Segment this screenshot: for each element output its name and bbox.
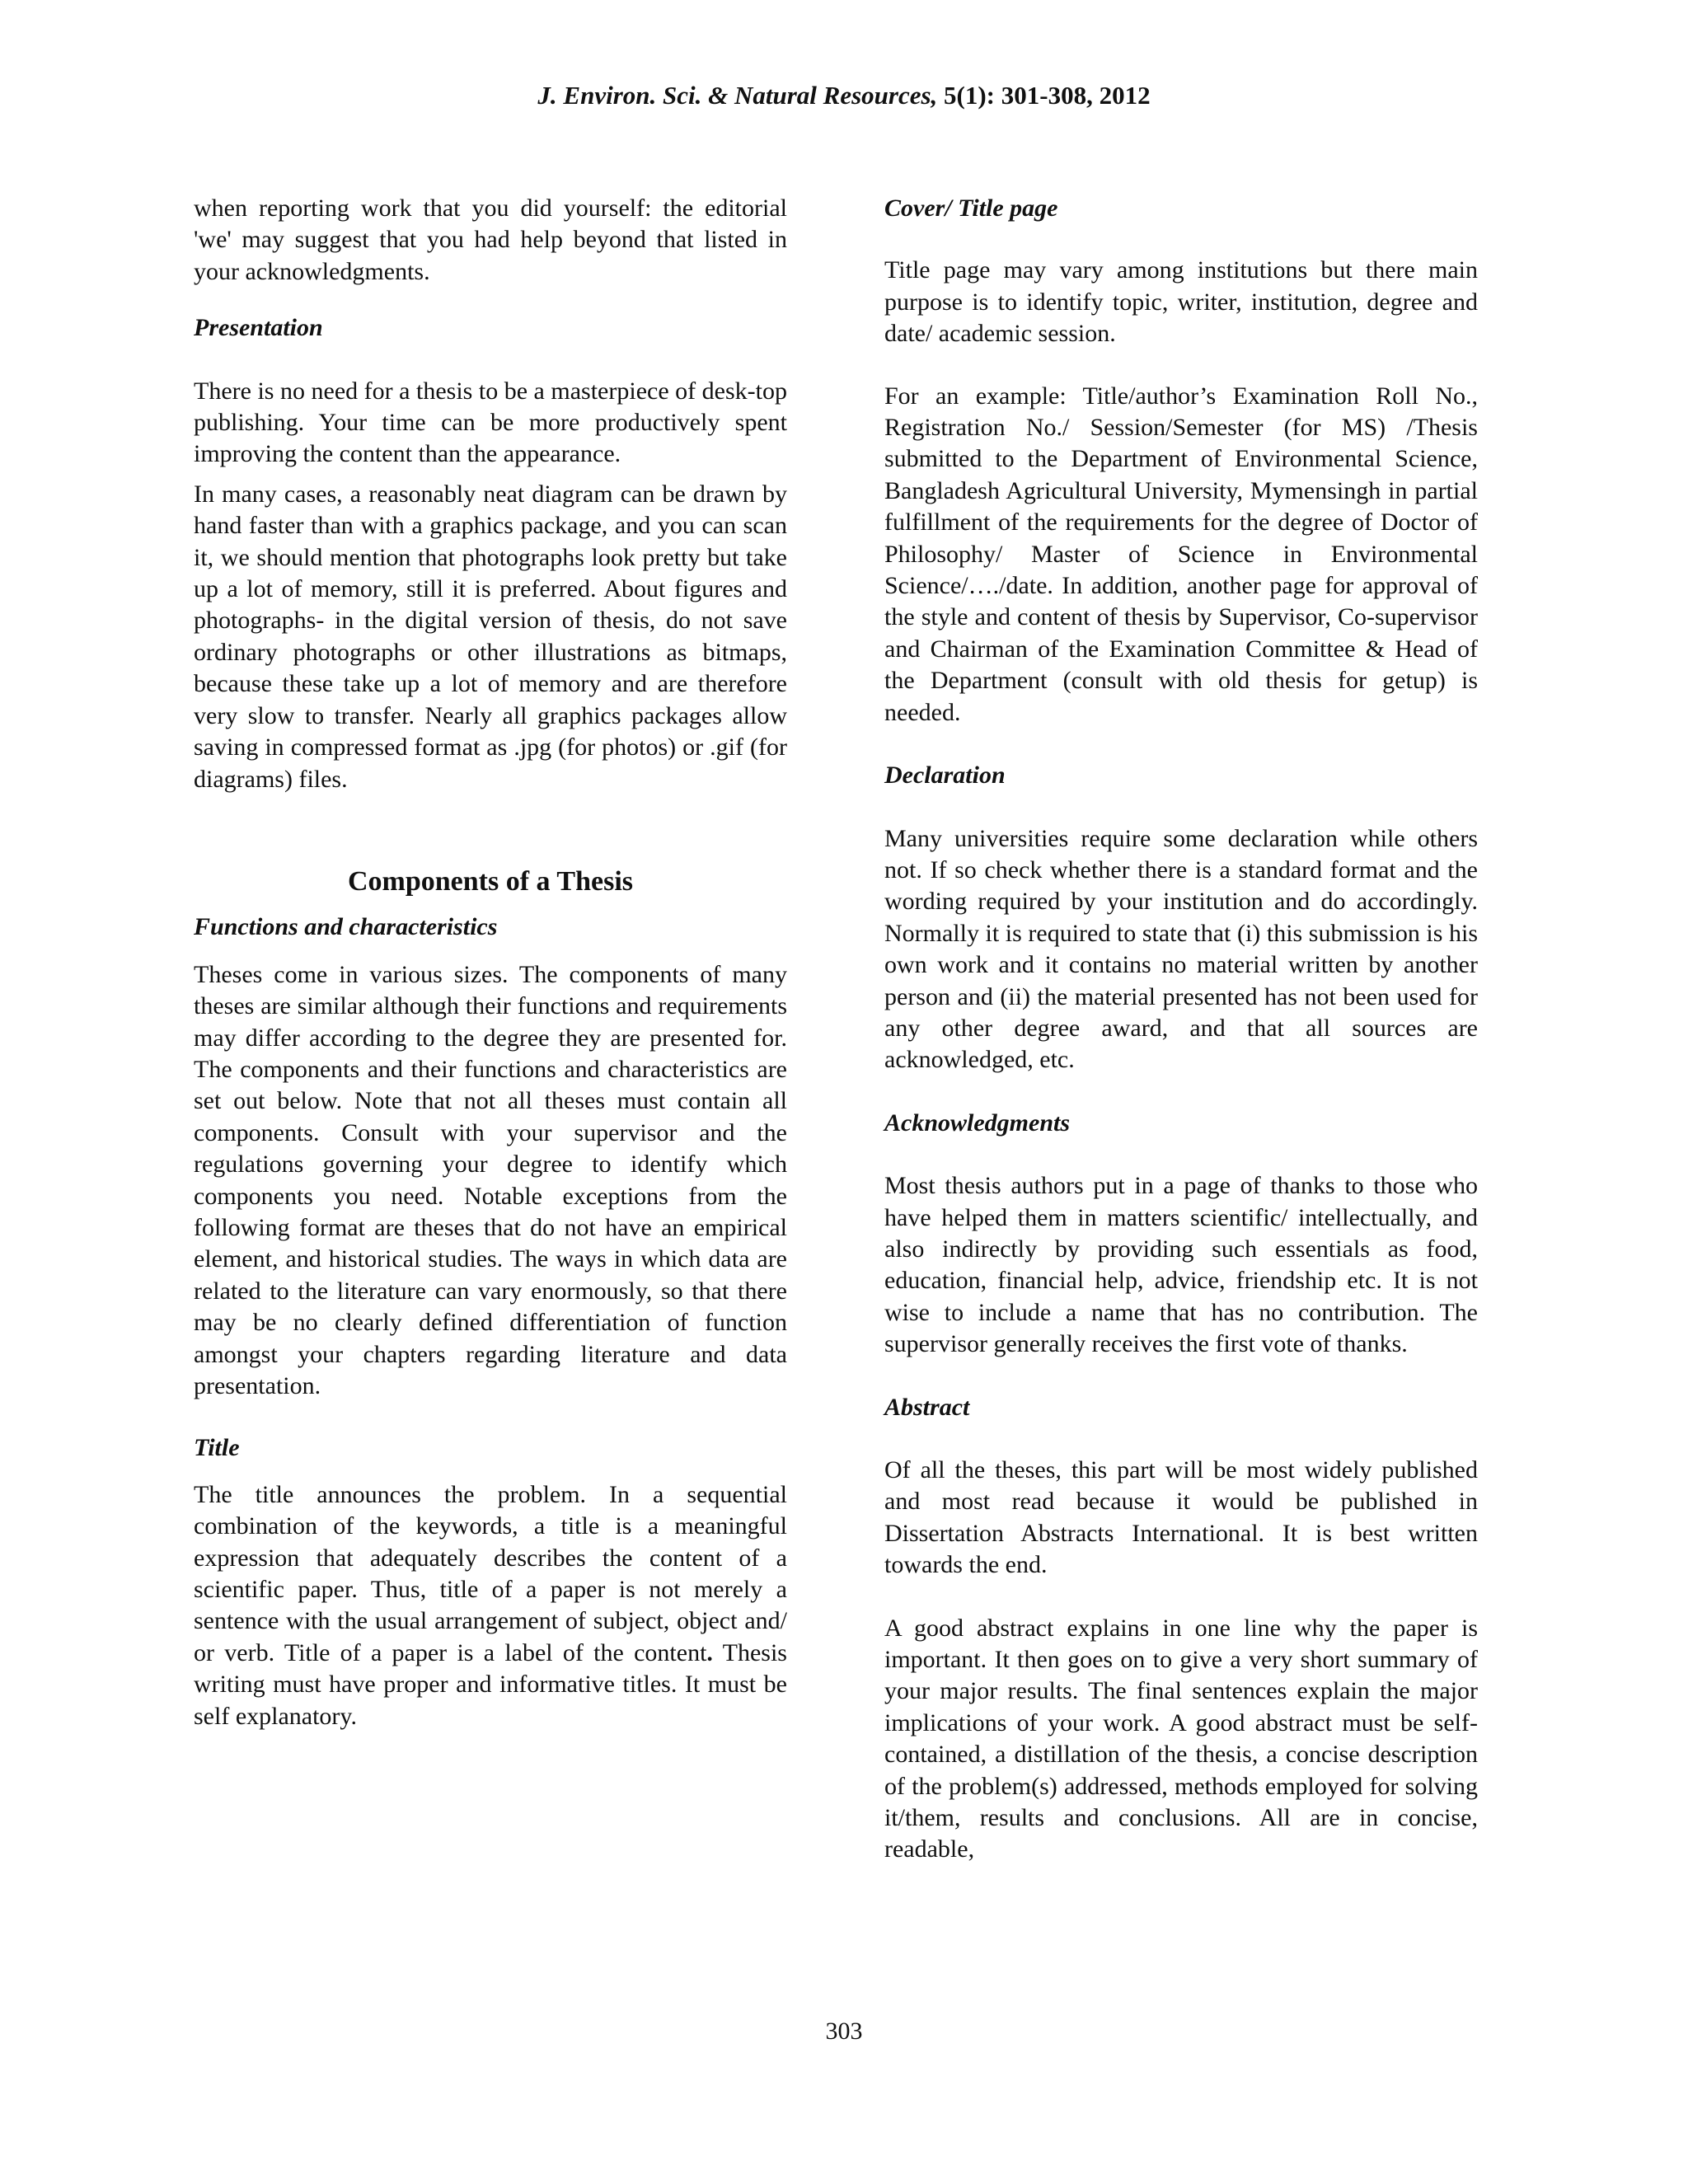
paragraph-cover-2: For an example: Title/author’s Examination Roll No., Registration No./ Session/Semester (for MS) /Thesis submitted to the Department of Environmental Science, Bangladesh Agricultural University, Mymensingh in partial fulfillment of the requirements for the degree of Doctor of Philosophy/ Master of Science in Environmental Science/…./date. In addition, another page for approval of the style and content of thesis by Supervisor, Co-supervisor and Chairman of the Examination Committee & Head of the Department (consult with old thesis for getup) is needed. bbox=[884, 382, 1478, 726]
journal-name: J. Environ. Sci. & Natural Resources, bbox=[537, 81, 938, 110]
paragraph-we: when reporting work that you did yourself: the editorial 'we' may suggest that you had help beyond that listed in your acknowledgments. bbox=[194, 194, 787, 285]
heading-title: Title bbox=[194, 1434, 240, 1462]
heading-components-of-thesis: Components of a Thesis bbox=[347, 865, 634, 897]
heading-abstract: Abstract bbox=[884, 1393, 970, 1421]
paragraph-title bbox=[194, 1479, 787, 1732]
paragraph-presentation-1: There is no need for a thesis to be a masterpiece of desk-top publishing. Your time can be more productively spent improving the content than the appearance. bbox=[194, 377, 787, 468]
heading-acknowledgments: Acknowledgments bbox=[884, 1108, 1071, 1137]
heading-declaration: Declaration bbox=[884, 762, 1006, 790]
right-column bbox=[884, 193, 1478, 1866]
paragraph-presentation-2: In many cases, a reasonably neat diagram can be drawn by hand faster than with a graphics package, and you can scan it, we should mention that photographs look pretty but take up a lot of memory, still it is preferred. About figures and photographs- in the digital version of thesis, do not save ordinary photographs or other illustrations as bitmaps, because these take up a lot of memory and are therefore very slow to transfer. Nearly all graphics packages allow saving in compressed format as .jpg (for photos) or .gif (for diagrams) files. bbox=[194, 480, 787, 793]
heading-functions: Functions and characteristics bbox=[194, 913, 498, 941]
paragraph-cover-1: Title page may vary among institutions but there main purpose is to identify topic, writer, institution, degree and date/ academic session. bbox=[884, 256, 1478, 348]
paragraph-declaration: Many universities require some declaration while others not. If so check whether there is a standard format and the wording required by your institution and do accordingly. Normally it is required to state that (i) this submission is his own work and it contains no material written by another person and (ii) the material presented has not been used for any other degree award, and that all sources are acknowledged, etc. bbox=[884, 824, 1478, 1074]
heading-cover-title-page: Cover/ Title page bbox=[884, 194, 1058, 222]
paragraph-abstract-2: A good abstract explains in one line why the paper is important. It then goes on to give a very short summary of your major results. The final sentences explain the major implications of your work. A good abstract must be self-contained, a distillation of the thesis, a concise description of the problem(s) addressed, methods employed for solving it/them, results and conclusions. All are in concise, readable, bbox=[884, 1614, 1478, 1863]
heading-presentation: Presentation bbox=[194, 314, 323, 342]
paragraph-functions: Theses come in various sizes. The components of many theses are similar although their functions and requirements may differ according to the degree they are presented for. The components and their functions and characteristics are set out below. Note that not all theses must contain all components. Consult with your supervisor and the regulations governing your degree to identify which components you need. Notable exceptions from the following format are theses that do not have an empirical element, and historical studies. The ways in which data are related to the literature can vary enormously, so that there may be no clearly defined differentiation of function amongst your chapters regarding literature and data presentation. bbox=[194, 960, 787, 1399]
paragraph-title-part-2: Thesis writing must have proper and informative titles. It must be self explanatory. bbox=[194, 1638, 787, 1730]
paragraph-acknowledgments: Most thesis authors put in a page of thanks to those who have helped them in matters scientific/ intellectually, and also indirectly by providing such essentials as food, education, financial help, advice, friendship etc. It is not wise to include a name that has no contribution. The supervisor generally receives the first vote of thanks. bbox=[884, 1172, 1478, 1358]
paragraph-title-bold-period: . bbox=[706, 1638, 713, 1666]
page-number: 303 bbox=[825, 2018, 863, 2045]
paragraph-abstract-1: Of all the theses, this part will be most widely published and most read because it would be published in Dissertation Abstracts International. It is best written towards the end. bbox=[884, 1456, 1478, 1579]
left-column bbox=[194, 193, 787, 1732]
paragraph-title-part-1: The title announces the problem. In a sequential combination of the keywords, a title is a meaningful expression that adequately describes the content of a scientific paper. Thus, title of a paper is not merely a sentence with the usual arrangement of subject, object and/ or verb. Title of a paper is a label of the content bbox=[194, 1480, 787, 1666]
running-header bbox=[0, 81, 1688, 110]
journal-volume: 5(1): 301-308, 2012 bbox=[944, 81, 1151, 110]
